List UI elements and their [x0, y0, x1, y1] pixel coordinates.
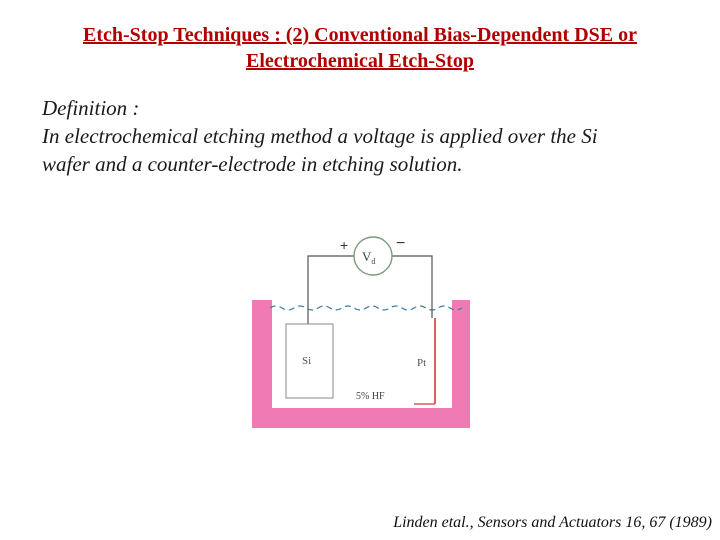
pt-electrode-label: Pt — [417, 357, 427, 369]
si-wafer-label: Si — [302, 355, 312, 367]
wire-to-si — [308, 256, 354, 324]
plus-terminal-label: + — [340, 237, 349, 253]
title-line-2: Electrochemical Etch-Stop — [246, 50, 474, 72]
voltage-source-subscript: d — [371, 257, 376, 266]
voltage-source — [354, 237, 392, 275]
etching-container — [252, 300, 470, 428]
solution-label: 5% HF — [356, 391, 385, 402]
definition-line-2: wafer and a counter-electrode in etching solution. — [42, 152, 463, 176]
definition-line-1: In electrochemical etching method a voltage is applied over the Si — [42, 124, 598, 148]
definition-heading: Definition : — [42, 96, 140, 120]
title-line-1: Etch-Stop Techniques : (2) Conventional Bias-Dependent DSE or — [83, 24, 637, 46]
minus-terminal-label: − — [396, 235, 406, 252]
citation: Linden etal., Sensors and Actuators 16, 67 (1989) — [393, 514, 712, 531]
voltage-source-label: $V_d$ — [362, 249, 376, 266]
solution-surface-line — [270, 306, 462, 310]
